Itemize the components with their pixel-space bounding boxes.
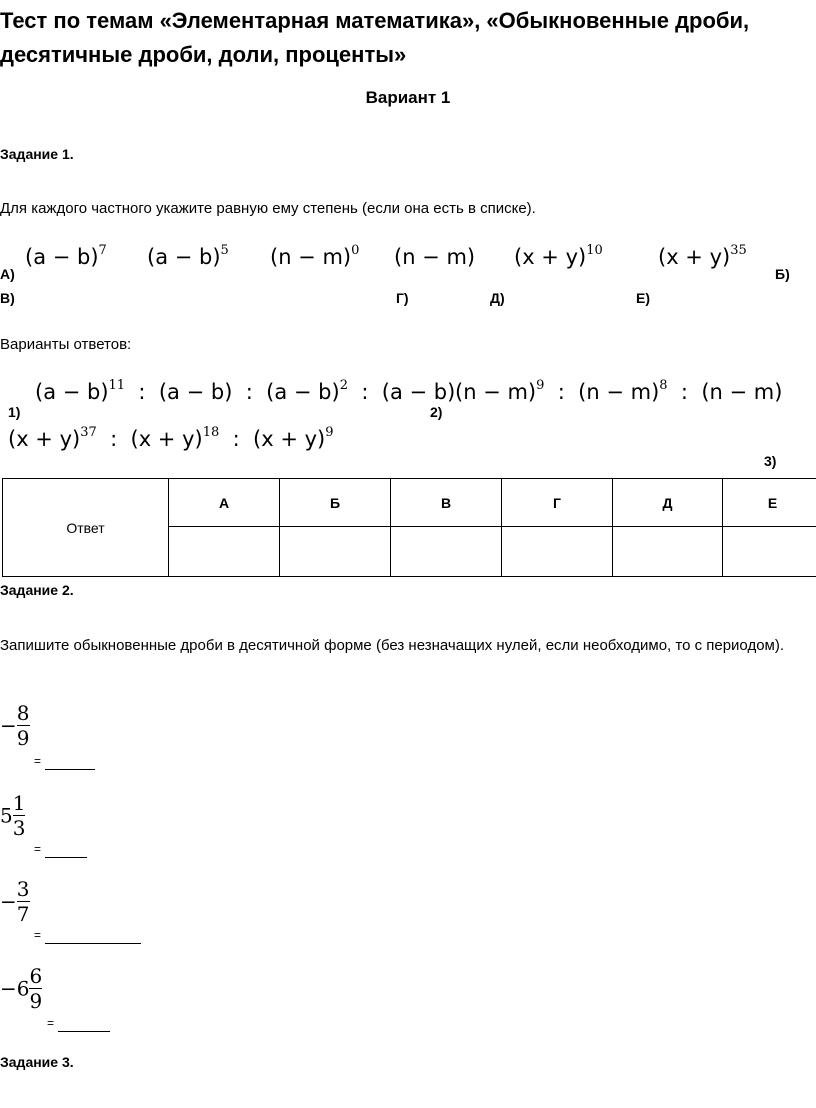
answer-col-a: А	[169, 479, 280, 527]
fraction-1: − $\frac{8}{9}$	[0, 701, 30, 750]
answer-col-v: В	[391, 479, 502, 527]
answer-table	[2, 478, 816, 577]
answer-3: =	[34, 926, 141, 944]
task1-heading: Задание 1.	[0, 146, 74, 162]
answer-col-g: Г	[502, 479, 613, 527]
answer-4-blank[interactable]	[58, 1031, 110, 1032]
label-b: Б)	[775, 266, 790, 282]
answer-4: =	[47, 1014, 110, 1032]
label-e: Е)	[636, 290, 650, 306]
option-2-expression: $(n - m)^9$ : $(n - m)^8$ : (n − m)	[455, 378, 783, 404]
fraction-4: −6 $\frac{6}{9}$	[0, 964, 43, 1013]
fraction-2: 5 $\frac{1}{3}$	[0, 791, 26, 840]
label-g: Г)	[396, 290, 409, 306]
page-title: Тест по темам «Элементарная математика», «Обыкновенные дроби, десятичные дроби, доли, проценты»	[0, 8, 750, 67]
label-a: А)	[0, 266, 15, 282]
label-d: Д)	[490, 290, 505, 306]
option-1-expression: $(a - b)^{11}$ : (a − b) : $(a - b)^2$ : (a − b)	[35, 378, 456, 404]
answer-cell-d[interactable]	[613, 527, 723, 577]
options-heading: Варианты ответов:	[0, 336, 132, 353]
answer-col-b: Б	[280, 479, 391, 527]
option-3-label: 3)	[764, 453, 777, 469]
answer-col-d: Д	[613, 479, 723, 527]
label-v: В)	[0, 290, 15, 306]
task2-instruction: Запишите обыкновенные дроби в десятичной форме (без незначащих нулей, если необходимо, то с периодом).	[0, 637, 785, 654]
task1-instruction: Для каждого частного укажите равную ему степень (если она есть в списке).	[0, 200, 536, 217]
fraction-3: − $\frac{3}{7}$	[0, 877, 30, 926]
task2-heading: Задание 2.	[0, 582, 74, 598]
answer-cell-v[interactable]	[391, 527, 502, 577]
answer-cell-a[interactable]	[169, 527, 280, 577]
option-1-label: 1)	[8, 404, 21, 420]
answer-cell-b[interactable]	[280, 527, 391, 577]
variant-heading: Вариант 1	[365, 88, 451, 107]
power-d: $(x + y)^{10}$	[514, 243, 603, 269]
answer-3-blank[interactable]	[45, 943, 141, 944]
power-e: $(x + y)^{35}$	[658, 243, 747, 269]
power-b: $(a - b)^5$	[147, 243, 229, 269]
power-v: $(n - m)^0$	[270, 243, 360, 269]
power-g: (n − m)	[394, 245, 476, 269]
answer-1-blank[interactable]	[45, 769, 95, 770]
power-a: $(a - b)^7$	[25, 243, 107, 269]
option-3-expression: $(x + y)^{37}$ : $(x + y)^{18}$ : $(x + y)^9$	[8, 425, 334, 451]
answer-2-blank[interactable]	[45, 857, 87, 858]
answer-row-label: Ответ	[3, 479, 169, 577]
answer-2: =	[34, 840, 87, 858]
task3-heading: Задание 3.	[0, 1054, 74, 1070]
answer-1: =	[34, 752, 95, 770]
answer-cell-e[interactable]	[723, 527, 816, 577]
answer-cell-g[interactable]	[502, 527, 613, 577]
answer-col-e: Е	[723, 479, 816, 527]
option-2-label: 2)	[430, 404, 443, 420]
